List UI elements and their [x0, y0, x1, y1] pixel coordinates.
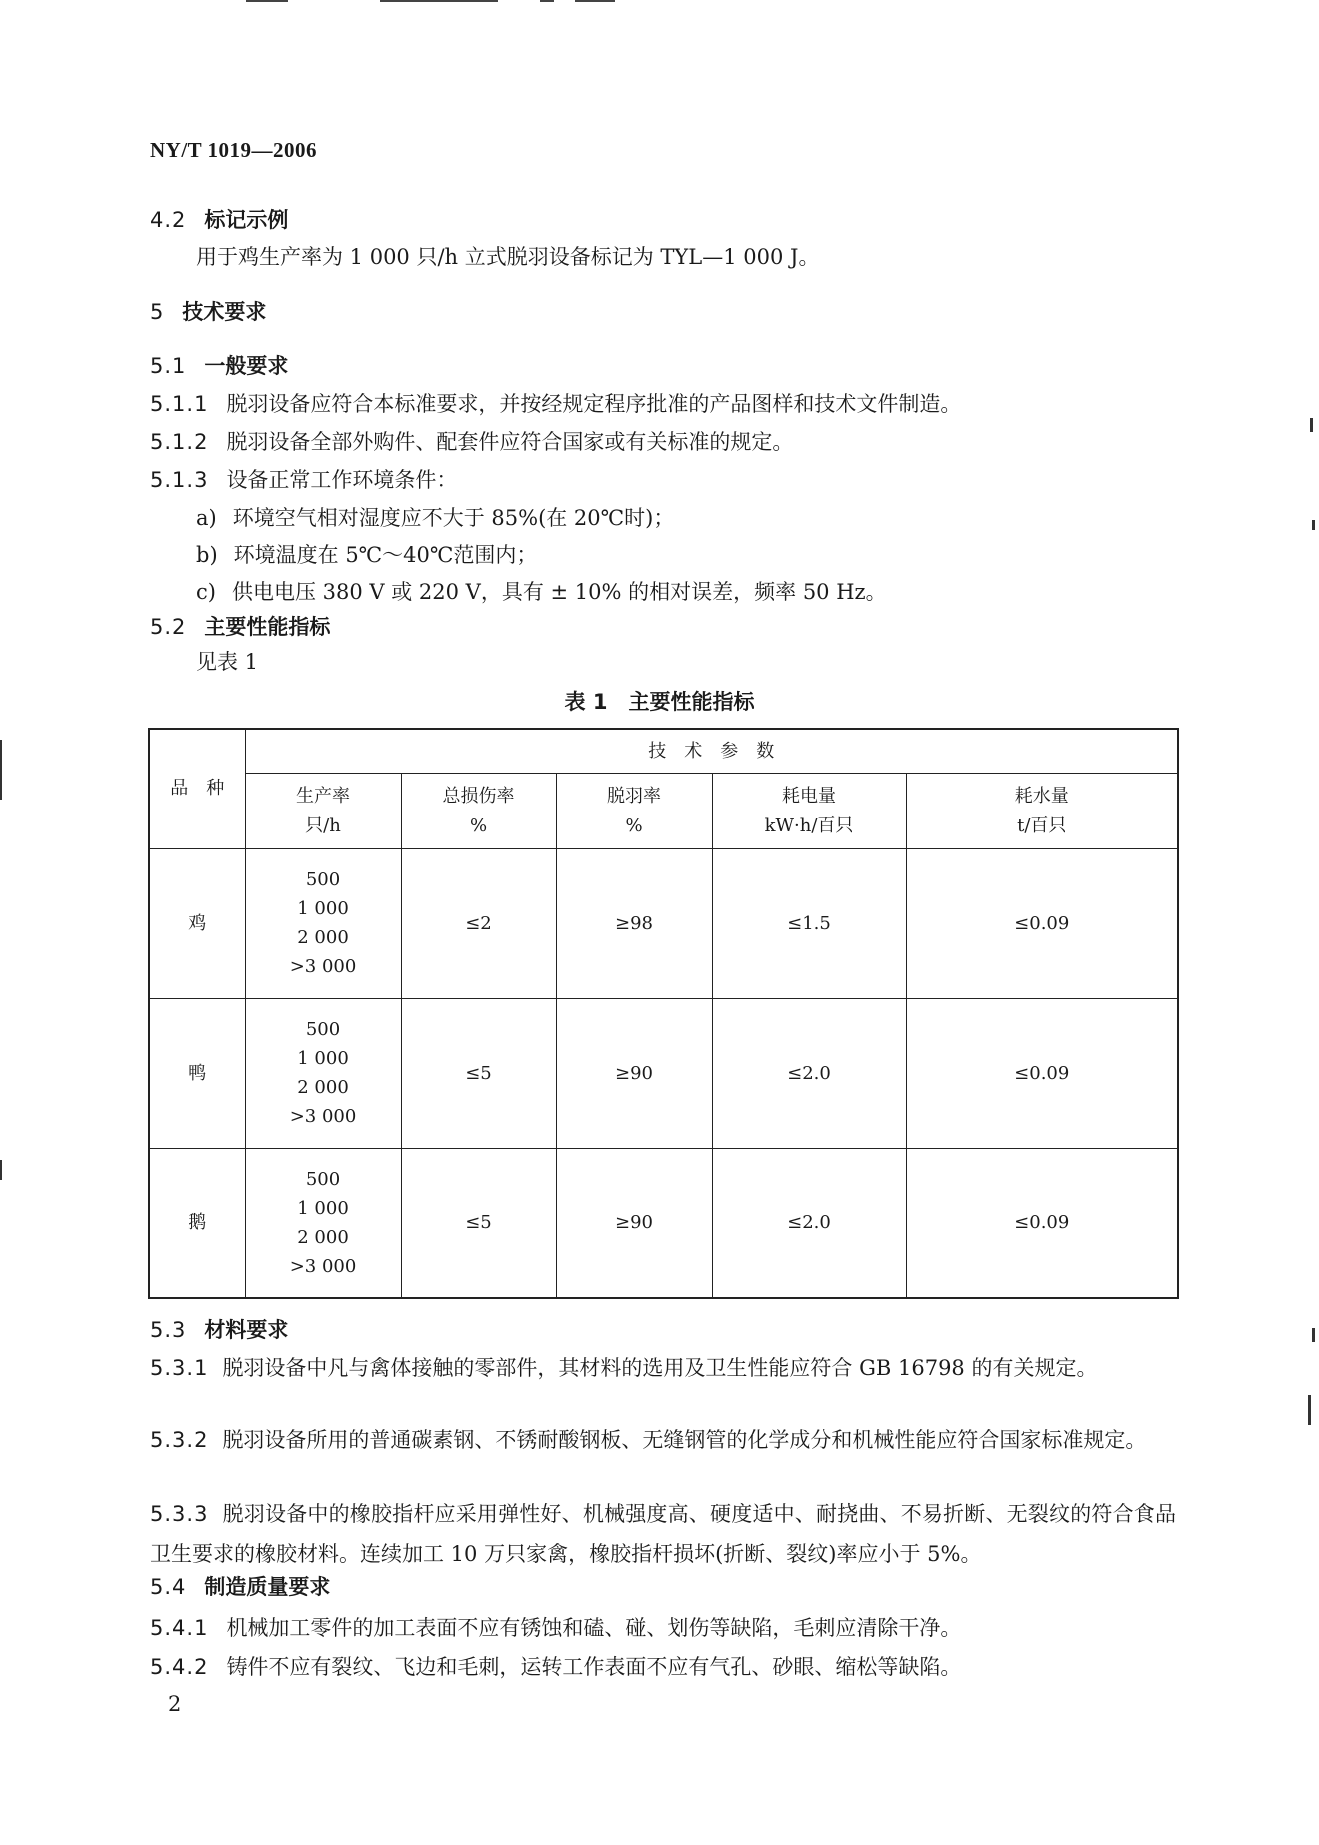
- table-row: [149, 998, 1178, 1148]
- section-4-2-heading: 4.2 标记示例: [150, 207, 289, 232]
- section-5-3-3: 5.3.3 脱羽设备中的橡胶指杆应采用弹性好、机械强度高、硬度适中、耐挠曲、不易折断、无裂纹的符合食品卫生要求的橡胶材料。连续加工 10 万只家禽，橡胶指杆损坏(折断、裂纹)率应小于 5%。: [150, 1502, 1176, 1566]
- page-number: 2: [168, 1692, 182, 1716]
- section-5-1-1: 5.1.1 脱羽设备应符合本标准要求，并按经规定程序批准的产品图样和技术文件制造。: [150, 392, 962, 416]
- variety-cell: 鹅: [149, 1148, 245, 1298]
- section-5-4-1: 5.4.1 机械加工零件的加工表面不应有锈蚀和磕、碰、划伤等缺陷，毛刺应清除干净。: [150, 1616, 962, 1640]
- scan-edge-mark: [1312, 520, 1315, 530]
- column-header: 生产率 只/h: [245, 773, 401, 848]
- section-5-3-1: 5.3.1 脱羽设备中凡与禽体接触的零部件，其材料的选用及卫生性能应符合 GB 16798 的有关规定。: [150, 1356, 1098, 1380]
- section-5-3-heading: 5.3 材料要求: [150, 1317, 289, 1342]
- plucking-cell: ≥90: [556, 998, 712, 1148]
- list-item: c) 供电电压 380 V 或 220 V，具有 ± 10% 的相对误差，频率 50 Hz。: [196, 580, 887, 604]
- variety-cell: 鸡: [149, 848, 245, 998]
- scan-edge-mark: [1312, 1328, 1315, 1342]
- section-5-3-2: 5.3.2 脱羽设备所用的普通碳素钢、不锈耐酸钢板、无缝钢管的化学成分和机械性能应符合国家标准规定。: [150, 1428, 1147, 1452]
- rate-cell: 500 1 000 2 000 >3 000: [245, 848, 401, 998]
- column-header: 耗电量 kW·h/百只: [712, 773, 906, 848]
- section-5-4-heading: 5.4 制造质量要求: [150, 1574, 331, 1599]
- list-item: b) 环境温度在 5℃～40℃范围内；: [196, 543, 538, 567]
- water-cell: ≤0.09: [906, 998, 1178, 1148]
- rate-cell: 500 1 000 2 000 >3 000: [245, 998, 401, 1148]
- power-cell: ≤2.0: [712, 1148, 906, 1298]
- variety-cell: 鸭: [149, 998, 245, 1148]
- section-4-2-text: 用于鸡生产率为 1 000 只/h 立式脱羽设备标记为 TYL—1 000 J。: [196, 245, 820, 269]
- water-cell: ≤0.09: [906, 848, 1178, 998]
- plucking-cell: ≥90: [556, 1148, 712, 1298]
- list-item: a) 环境空气相对湿度应不大于 85%(在 20℃时)；: [196, 506, 675, 530]
- section-5-2-heading: 5.2 主要性能指标: [150, 614, 331, 639]
- section-5-1-heading: 5.1 一般要求: [150, 353, 289, 378]
- section-5-1-3: 5.1.3 设备正常工作环境条件：: [150, 468, 458, 492]
- damage-cell: ≤5: [401, 998, 556, 1148]
- table-row: [149, 1148, 1178, 1298]
- column-header: 耗水量 t/百只: [906, 773, 1178, 848]
- damage-cell: ≤2: [401, 848, 556, 998]
- standard-number: NY/T 1019—2006: [150, 138, 318, 162]
- section-5-heading: 5 技术要求: [150, 299, 267, 324]
- power-cell: ≤2.0: [712, 998, 906, 1148]
- scan-edge-mark: [0, 740, 2, 800]
- column-header: 总损伤率 %: [401, 773, 556, 848]
- section-5-4-2: 5.4.2 铸件不应有裂纹、飞边和毛刺，运转工作表面不应有气孔、砂眼、缩松等缺陷。: [150, 1655, 962, 1679]
- variety-header: 品 种: [149, 729, 245, 848]
- column-header: 脱羽率 %: [556, 773, 712, 848]
- scan-edge-mark: [1310, 418, 1313, 432]
- section-5-1-2: 5.1.2 脱羽设备全部外购件、配套件应符合国家或有关标准的规定。: [150, 430, 794, 454]
- plucking-cell: ≥98: [556, 848, 712, 998]
- power-cell: ≤1.5: [712, 848, 906, 998]
- scan-edge-mark: [1308, 1395, 1311, 1425]
- scan-edge-mark: [0, 1160, 2, 1180]
- group-header: 技 术 参 数: [245, 729, 1178, 773]
- section-5-2-text: 见表 1: [196, 650, 259, 674]
- table-caption: 表 1 主要性能指标: [564, 690, 755, 714]
- rate-cell: 500 1 000 2 000 >3 000: [245, 1148, 401, 1298]
- damage-cell: ≤5: [401, 1148, 556, 1298]
- water-cell: ≤0.09: [906, 1148, 1178, 1298]
- table-row: [149, 848, 1178, 998]
- performance-table: [148, 728, 1179, 1299]
